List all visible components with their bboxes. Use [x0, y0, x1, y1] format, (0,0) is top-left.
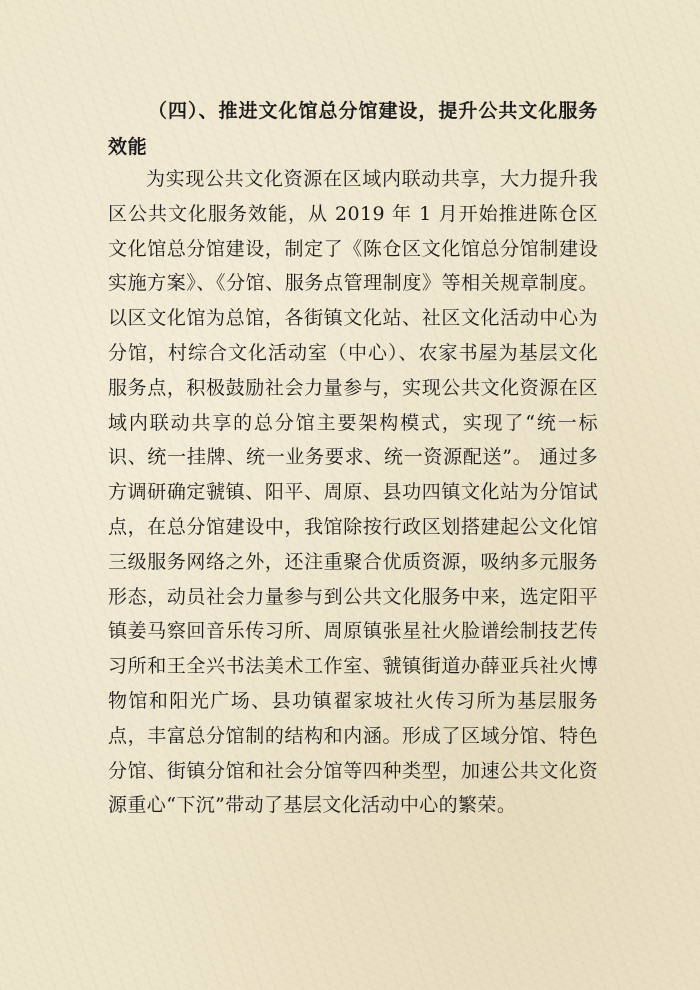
section-heading: （四）、推进文化馆总分馆建设，提升公共文化服务效能 [108, 100, 598, 158]
body-paragraph: 为实现公共文化资源在区域内联动共享，大力提升我区公共文化服务效能，从 2019 年 1 月开始推进陈仓区文化馆总分馆建设，制定了《陈仓区文化馆总分馆制建设实施方案》、《分馆、服务点管理制度》等相关规章制度。以区文化馆为总馆，各街镇文化站、社区文化活动中心为分馆，村综合文化活动室（中心）、农家书屋为基层文化服务点，积极鼓励社会力量参与，实现公共文化资源在区域内联动共享的总分馆主要架构模式，实现了“统一标识、统一挂牌、统一业务要求、统一资源配送”。 通过多方调研确定虢镇、阳平、周原、县功四镇文化站为分馆试点，在总分馆建设中，我馆除按行政区划搭建起公文化馆三级服务网络之外，还注重聚合优质资源，吸纳多元服务形态，动员社会力量参与到公共文化服务中来，选定阳平镇姜马察回音乐传习所、周原镇张星社火脸谱绘制技艺传习所和王全兴书法美术工作室、虢镇街道办薛亚兵社火博物馆和阳光广场、县功镇翟家坡社火传习所为基层服务点，丰富总分馆制的结构和内涵。形成了区域分馆、特色分馆、街镇分馆和社会分馆等四种类型，加速公共文化资源重心“下沉”带动了基层文化活动中心的繁荣。 [108, 168, 598, 817]
